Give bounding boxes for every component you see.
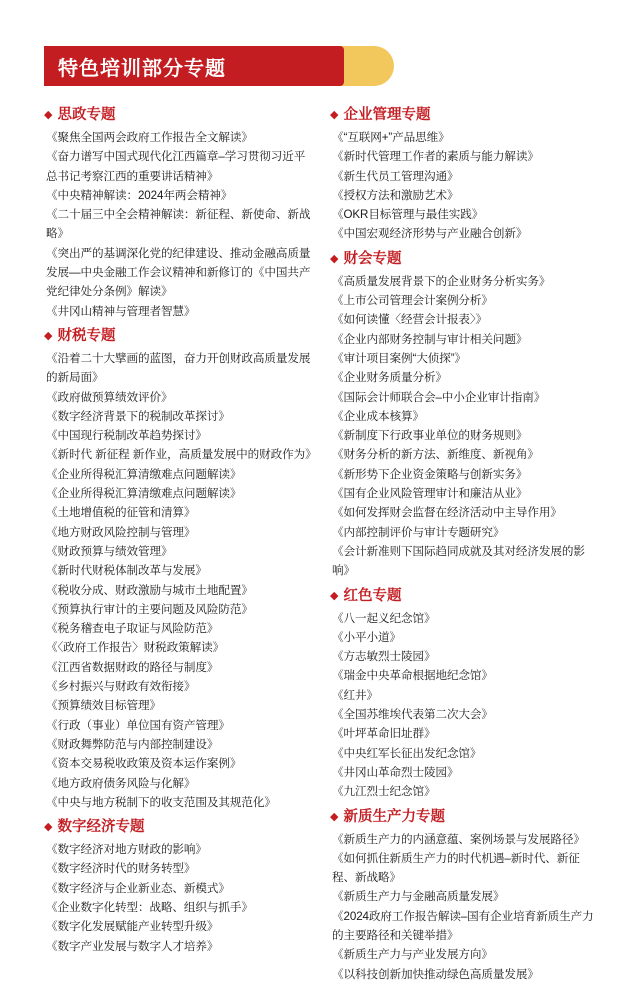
list-item: 《九江烈士纪念馆》	[332, 785, 436, 799]
page-banner	[44, 46, 394, 86]
section-caishui	[44, 327, 317, 812]
list-item: 《税务稽查电子取证与风险防范》	[46, 622, 219, 636]
banner-main-shape	[44, 46, 344, 86]
list-item: 《“互联网+”产品思维》	[332, 131, 450, 144]
list-item: 《企业成本核算》	[332, 409, 424, 423]
list-item: 《地方财政风险控制与管理》	[46, 525, 196, 539]
list-item: 《上市公司管理会计案例分析》	[332, 294, 493, 308]
list-item: 《内部控制评价与审计专题研究》	[332, 525, 505, 539]
section-header	[330, 587, 600, 606]
right-column	[330, 100, 600, 986]
list-item: 《新制度下行政事业单位的财务规则》	[332, 429, 528, 443]
list-item: 《土地增值税的征管和清算》	[46, 506, 196, 520]
section-shuzijingji	[44, 818, 314, 956]
left-column	[44, 100, 317, 958]
section-hongse	[330, 587, 600, 802]
list-item: 《企业所得税汇算清缴难点问题解读》	[46, 467, 242, 481]
list-item: 《数字经济时代的财务转型》	[46, 862, 196, 876]
list-item: 《国际会计师联合会–中小企业审计指南》	[332, 390, 546, 404]
section-header	[44, 327, 314, 346]
list-item: 《新质生产力的内涵意蕴、案例场景与发展路径》	[332, 832, 585, 846]
list-item: 《中央红军长征出发纪念馆》	[332, 746, 482, 760]
list-item: 《中央与地方税制下的收支范围及其规范化》	[46, 795, 276, 809]
list-item: 《国有企业风险管理审计和廉洁从业》	[332, 487, 528, 501]
list-item: 《行政（事业）单位国有资产管理》	[46, 718, 230, 732]
list-item: 《聚焦全国两会政府工作报告全文解读》	[46, 131, 253, 144]
list-item: 《企业所得税汇算清缴难点问题解读》	[46, 487, 242, 501]
section-sizheng	[44, 106, 314, 321]
list-item: 《地方政府债务风险与化解》	[46, 776, 196, 790]
section-header	[44, 106, 314, 125]
list-item: 《小平小道》	[332, 630, 401, 644]
list-item: 《如何发挥财会监督在经济活动中主导作用》	[332, 506, 562, 520]
list-item: 《授权方法和激励艺术》	[332, 188, 459, 202]
list-item: 《企业财务质量分析》	[332, 371, 447, 385]
list-item: 《新时代 新征程 新作业，高质量发展中的财政作为》	[46, 448, 317, 462]
list-item: 《新时代财税体制改革与发展》	[46, 564, 207, 578]
section-title: 企业管理专题	[343, 107, 431, 123]
list-item: 《八一起义纪念馆》	[332, 611, 436, 625]
list-item: 《高质量发展背景下的企业财务分析实务》	[332, 274, 551, 288]
diamond-icon: ◆	[44, 329, 53, 342]
list-item: 《预算绩效目标管理》	[46, 699, 161, 713]
section-title: 新质生产力专题	[343, 808, 445, 825]
section-qiyeguanli	[330, 106, 600, 244]
list-item: 《新质生产力与金融高质量发展》	[332, 890, 505, 904]
list-item: 《江西省数据财政的路径与制度》	[46, 660, 219, 674]
list-item: 《全国苏维埃代表第二次大会》	[332, 708, 493, 722]
list-item: 《突出严的基调深化党的纪律建设、推动金融高质量发展—中央金融工作会议精神和新修订的《中国共产党纪律处分条例》解读》	[46, 246, 311, 299]
list-item: 《财务分析的新方法、新维度、新视角》	[332, 448, 539, 462]
list-item: 《会计新准则下国际趋同成就及其对经济发展的影响》	[332, 544, 585, 578]
list-item: 《预算执行审计的主要问题及风险防范》	[46, 602, 253, 616]
list-item: 《企业内部财务控制与审计相关问题》	[332, 332, 528, 346]
list-item: 《井冈山革命烈士陵园》	[332, 765, 459, 779]
diamond-icon: ◆	[330, 810, 339, 823]
list-item: 《数字经济与企业新业态、新模式》	[46, 881, 230, 895]
section-header	[330, 808, 600, 827]
list-item: 《2024政府工作报告解读–国有企业培育新质生产力的主要路径和关键举措》	[332, 909, 594, 942]
list-item: 《红井》	[332, 688, 378, 702]
list-item: 《数字经济背景下的税制改革探讨》	[46, 409, 230, 423]
list-item: 《瑞金中央革命根据地纪念馆》	[332, 669, 493, 683]
section-title: 红色专题	[343, 587, 402, 604]
list-item: 《如何抓住新质生产力的时代机遇–新时代、新征程、新战略》	[332, 851, 580, 885]
list-item: 《叶坪革命旧址群》	[332, 727, 436, 741]
list-item: 《如何读懂〈经营会计报表〉》	[332, 313, 488, 327]
section-caikuai	[330, 250, 600, 581]
list-item: 《政府做预算绩效评价》	[46, 390, 173, 404]
section-xinzhishengchanli	[330, 808, 600, 984]
list-item: 《税收分成、财政激励与城市土地配置》	[46, 583, 253, 597]
list-item: 《乡村振兴与财政有效衔接》	[46, 680, 196, 694]
list-item: 《二十届三中全会精神解读：新征程、新使命、新战略》	[46, 208, 311, 241]
list-item: 《〈政府工作报告〉财税政策解读》	[46, 641, 225, 655]
section-header	[330, 106, 600, 125]
section-header	[330, 250, 600, 269]
list-item: 《审计项目案例“大侦探”》	[332, 351, 466, 365]
diamond-icon: ◆	[44, 821, 53, 834]
list-item: 《数字产业发展与数字人才培养》	[46, 939, 219, 953]
list-item: 《财政舞弊防范与内部控制建设》	[46, 737, 219, 751]
list-item: 《以科技创新加快推动绿色高质量发展》	[332, 967, 539, 981]
diamond-icon: ◆	[330, 589, 339, 602]
list-item: 《中国现行税制改革趋势探讨》	[46, 429, 207, 443]
list-item: 《企业数字化转型：战略、组织与抓手》	[46, 900, 253, 914]
list-item: 《财政预算与绩效管理》	[46, 544, 173, 558]
section-header	[44, 818, 314, 837]
list-item: 《数字经济对地方财政的影响》	[46, 843, 207, 857]
section-title: 数字经济专题	[57, 819, 145, 836]
list-item: 《中国宏观经济形势与产业融合创新》	[332, 227, 528, 241]
section-title: 财税专题	[57, 327, 116, 344]
list-item: 《新时代管理工作者的素质与能力解读》	[332, 150, 539, 164]
list-item: 《资本交易税收政策及资本运作案例》	[46, 757, 242, 771]
list-item: 《井冈山精神与管理者智慧》	[46, 304, 196, 318]
section-title: 思政专题	[57, 107, 116, 123]
list-item: 《中央精神解读：2024年两会精神》	[46, 188, 233, 202]
diamond-icon: ◆	[44, 109, 53, 121]
section-title: 财会专题	[343, 250, 402, 267]
list-item: 《沿着二十大擘画的蓝图，奋力开创财政高质量发展的新局面》	[46, 351, 311, 385]
list-item: 《新形势下企业资金策略与创新实务》	[332, 467, 528, 481]
list-item: 《新质生产力与产业发展方向》	[332, 948, 493, 962]
list-item: 《新生代员工管理沟通》	[332, 169, 459, 183]
page-title: 特色培训部分专题	[58, 57, 226, 80]
diamond-icon: ◆	[330, 109, 339, 121]
diamond-icon: ◆	[330, 252, 339, 265]
list-item: 《数字化发展赋能产业转型升级》	[46, 920, 219, 934]
list-item: 《OKR目标管理与最佳实践》	[332, 208, 484, 222]
list-item: 《奋力谱写中国式现代化江西篇章–学习贯彻习近平总书记考察江西的重要讲话精神》	[46, 150, 306, 183]
list-item: 《方志敏烈士陵园》	[332, 650, 436, 664]
